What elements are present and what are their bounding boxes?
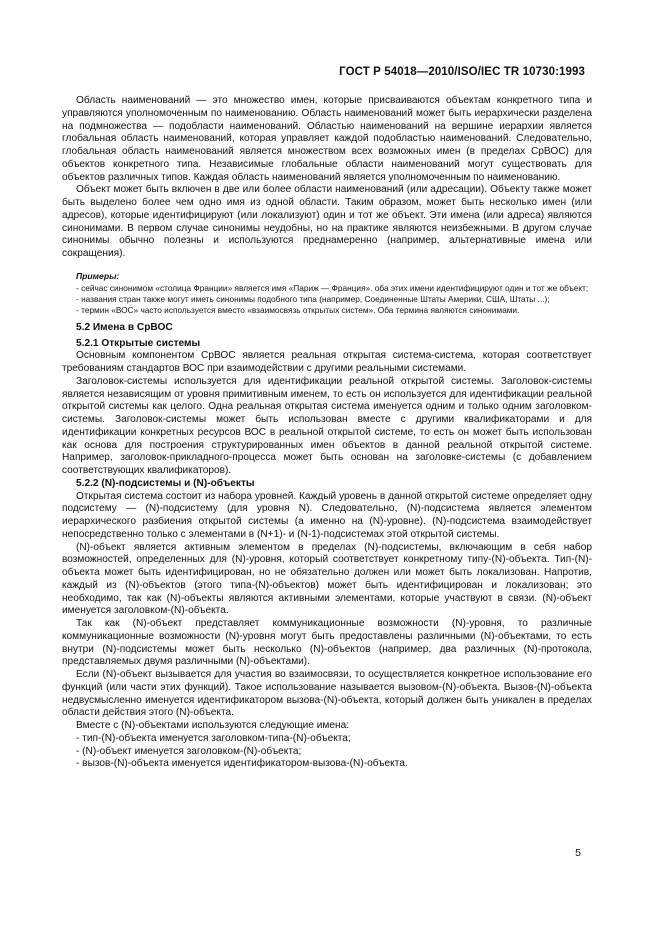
paragraph: Открытая система состоит из набора уровней. Каждый уровень в данной открытой системе определяет одну подсистему — (N)-подсистему (для уровня N). Следовательно, (N)-подсистема является элементом иерархического разбиения открытой системы (а именно на (N)-уровне). (N)-подсистема взаимодействует непосредственно только с элементами в (N+1)- и (N-1)-подсистемах этой открытой системы. — [62, 490, 592, 540]
example-item: - сейчас синонимом «столица Франции» является имя «Париж — Франция». оба этих имени идентифицируют один и тот же объект; — [76, 282, 589, 293]
names-list — [62, 733, 592, 771]
example-item: - термин «ВОС» часто используется вместо «взаимосвязь открытых систем». Оба термина являются синонимами. — [76, 304, 520, 315]
paragraph: (N)-объект является активным элементом в пределах (N)-подсистемы, включающим в себя набор возможностей, определенных для (N)-уровня, который соответствует конкретному типу-(N)-объекта. Тип-(N)-объекта может быть идентифицирован, но не обязательно должен или может быть локализован. Напротив, каждый из (N)-объектов (этого типа-(N)-объектов) может быть идентифицирован и локализован; это необходимо, так как (N)-объекты являются активными элементами, которые участвуют в связи. (N)-объект именуется заголовком-(N)-объекта. — [62, 541, 592, 617]
section-heading-5-2-1: 5.2.1 Открытые системы — [76, 337, 201, 349]
paragraph: Объект может быть включен в две или более области наименований (или адресации). Объекту также может быть выделено более чем одно имя из одной области. Таким образом, может быть несколько имен (или адресов), которые идентифицируют (или локализуют) один и тот же объект. Эти имена (или адреса) являются синонимами. В первом случае синонимы неудобны, но на практике являются неизбежными. В другом случае синонимы обычно полезны и используются преднамеренно (например, альтернативные имена или сокращения). — [62, 184, 592, 259]
section-heading-5-2: 5.2 Имена в СрВОС — [76, 321, 173, 333]
paragraph: Так как (N)-объект представляет коммуникационные возможности (N)-уровня, то различные коммуникационные возможности (N)-уровня могут быть предоставлены различными (N)-объектами, то есть внутри (N)-подсистемы может быть несколько (N)-объектов (например, два различных (N)-протокола, представляемых двумя различными (N)-объектами). — [62, 618, 592, 668]
paragraph: Область наименований — это множество имен, которые присваиваются объектам конкретного типа и управляются уполномоченным по наименованию. Область наименований может быть иерархически разделена на подмножества — подобласти наименований. Областью наименований на вершине иерархии является глобальная область наименований, которая управляет каждой подобластью наименований. Следовательно, глобальная область наименований является множеством всех возможных имен (в пределах СрВОС) для объектов конкретного типа. Независимые глобальные области наименований могут существовать для объектов различных типов. Каждая область наименований является уполномоченным по наименованию. — [62, 95, 592, 183]
list-item: - тип-(N)-объекта именуется заголовком-типа-(N)-объекта; — [76, 732, 351, 744]
page-number: 5 — [575, 847, 581, 859]
examples-block — [62, 271, 592, 316]
paragraph: Основным компонентом СрВОС является реальная открытая система-система, которая соответствует требованиям стандартов ВОС при взаимодействии с другими реальными системами. — [62, 350, 592, 374]
example-item: - названия стран также могут иметь синонимы подобного типа (например, Соединенные Штаты Америки, США, Штаты ...); — [76, 293, 550, 304]
section-heading-5-2-2: 5.2.2 (N)-подсистемы и (N)-объекты — [76, 477, 255, 489]
document-header: ГОСТ Р 54018—2010/ISO/IEC TR 10730:1993 — [339, 66, 585, 78]
examples-title: Примеры: — [76, 270, 120, 281]
list-item: - (N)-объект именуется заголовком-(N)-объекта; — [76, 745, 302, 757]
paragraph: Если (N)-объект вызывается для участия во взаимосвязи, то осуществляется конкретное использование его функций (или части этих функций). Такое использование называется вызовом-(N)-объекта. Вызов-(N)-объекта недвусмысленно именуется идентификатором вызова-(N)-объекта, который должен быть уникален в пределах области действия этого (N)-объекта. — [62, 669, 592, 719]
list-item: - вызов-(N)-объекта именуется идентификатором-вызова-(N)-объекта. — [76, 758, 408, 770]
paragraph: Заголовок-системы используется для идентификации реальной открытой системы. Заголовок-системы является независящим от уровня примитивным именем, то есть он используется для идентификации реальной открытой системы как целого. Одна реальная открытая система именуется одним и только одним заголовком-системы. Заголовок-системы может быть использован вместе с другими квалификаторами и для идентификации конкретных ресурсов ВОС в реальной открытой системе, то есть он может быть использован как основа для построения структурированных имен объектов в данной реальной открытой системе. Например, заголовок-прикладного-процесса может быть основан на заголовке-системы (с добавлением соответствующих квалификаторов). — [62, 375, 592, 476]
page-content — [62, 95, 592, 771]
paragraph: Вместе с (N)-объектами используются следующие имена: — [76, 720, 350, 731]
